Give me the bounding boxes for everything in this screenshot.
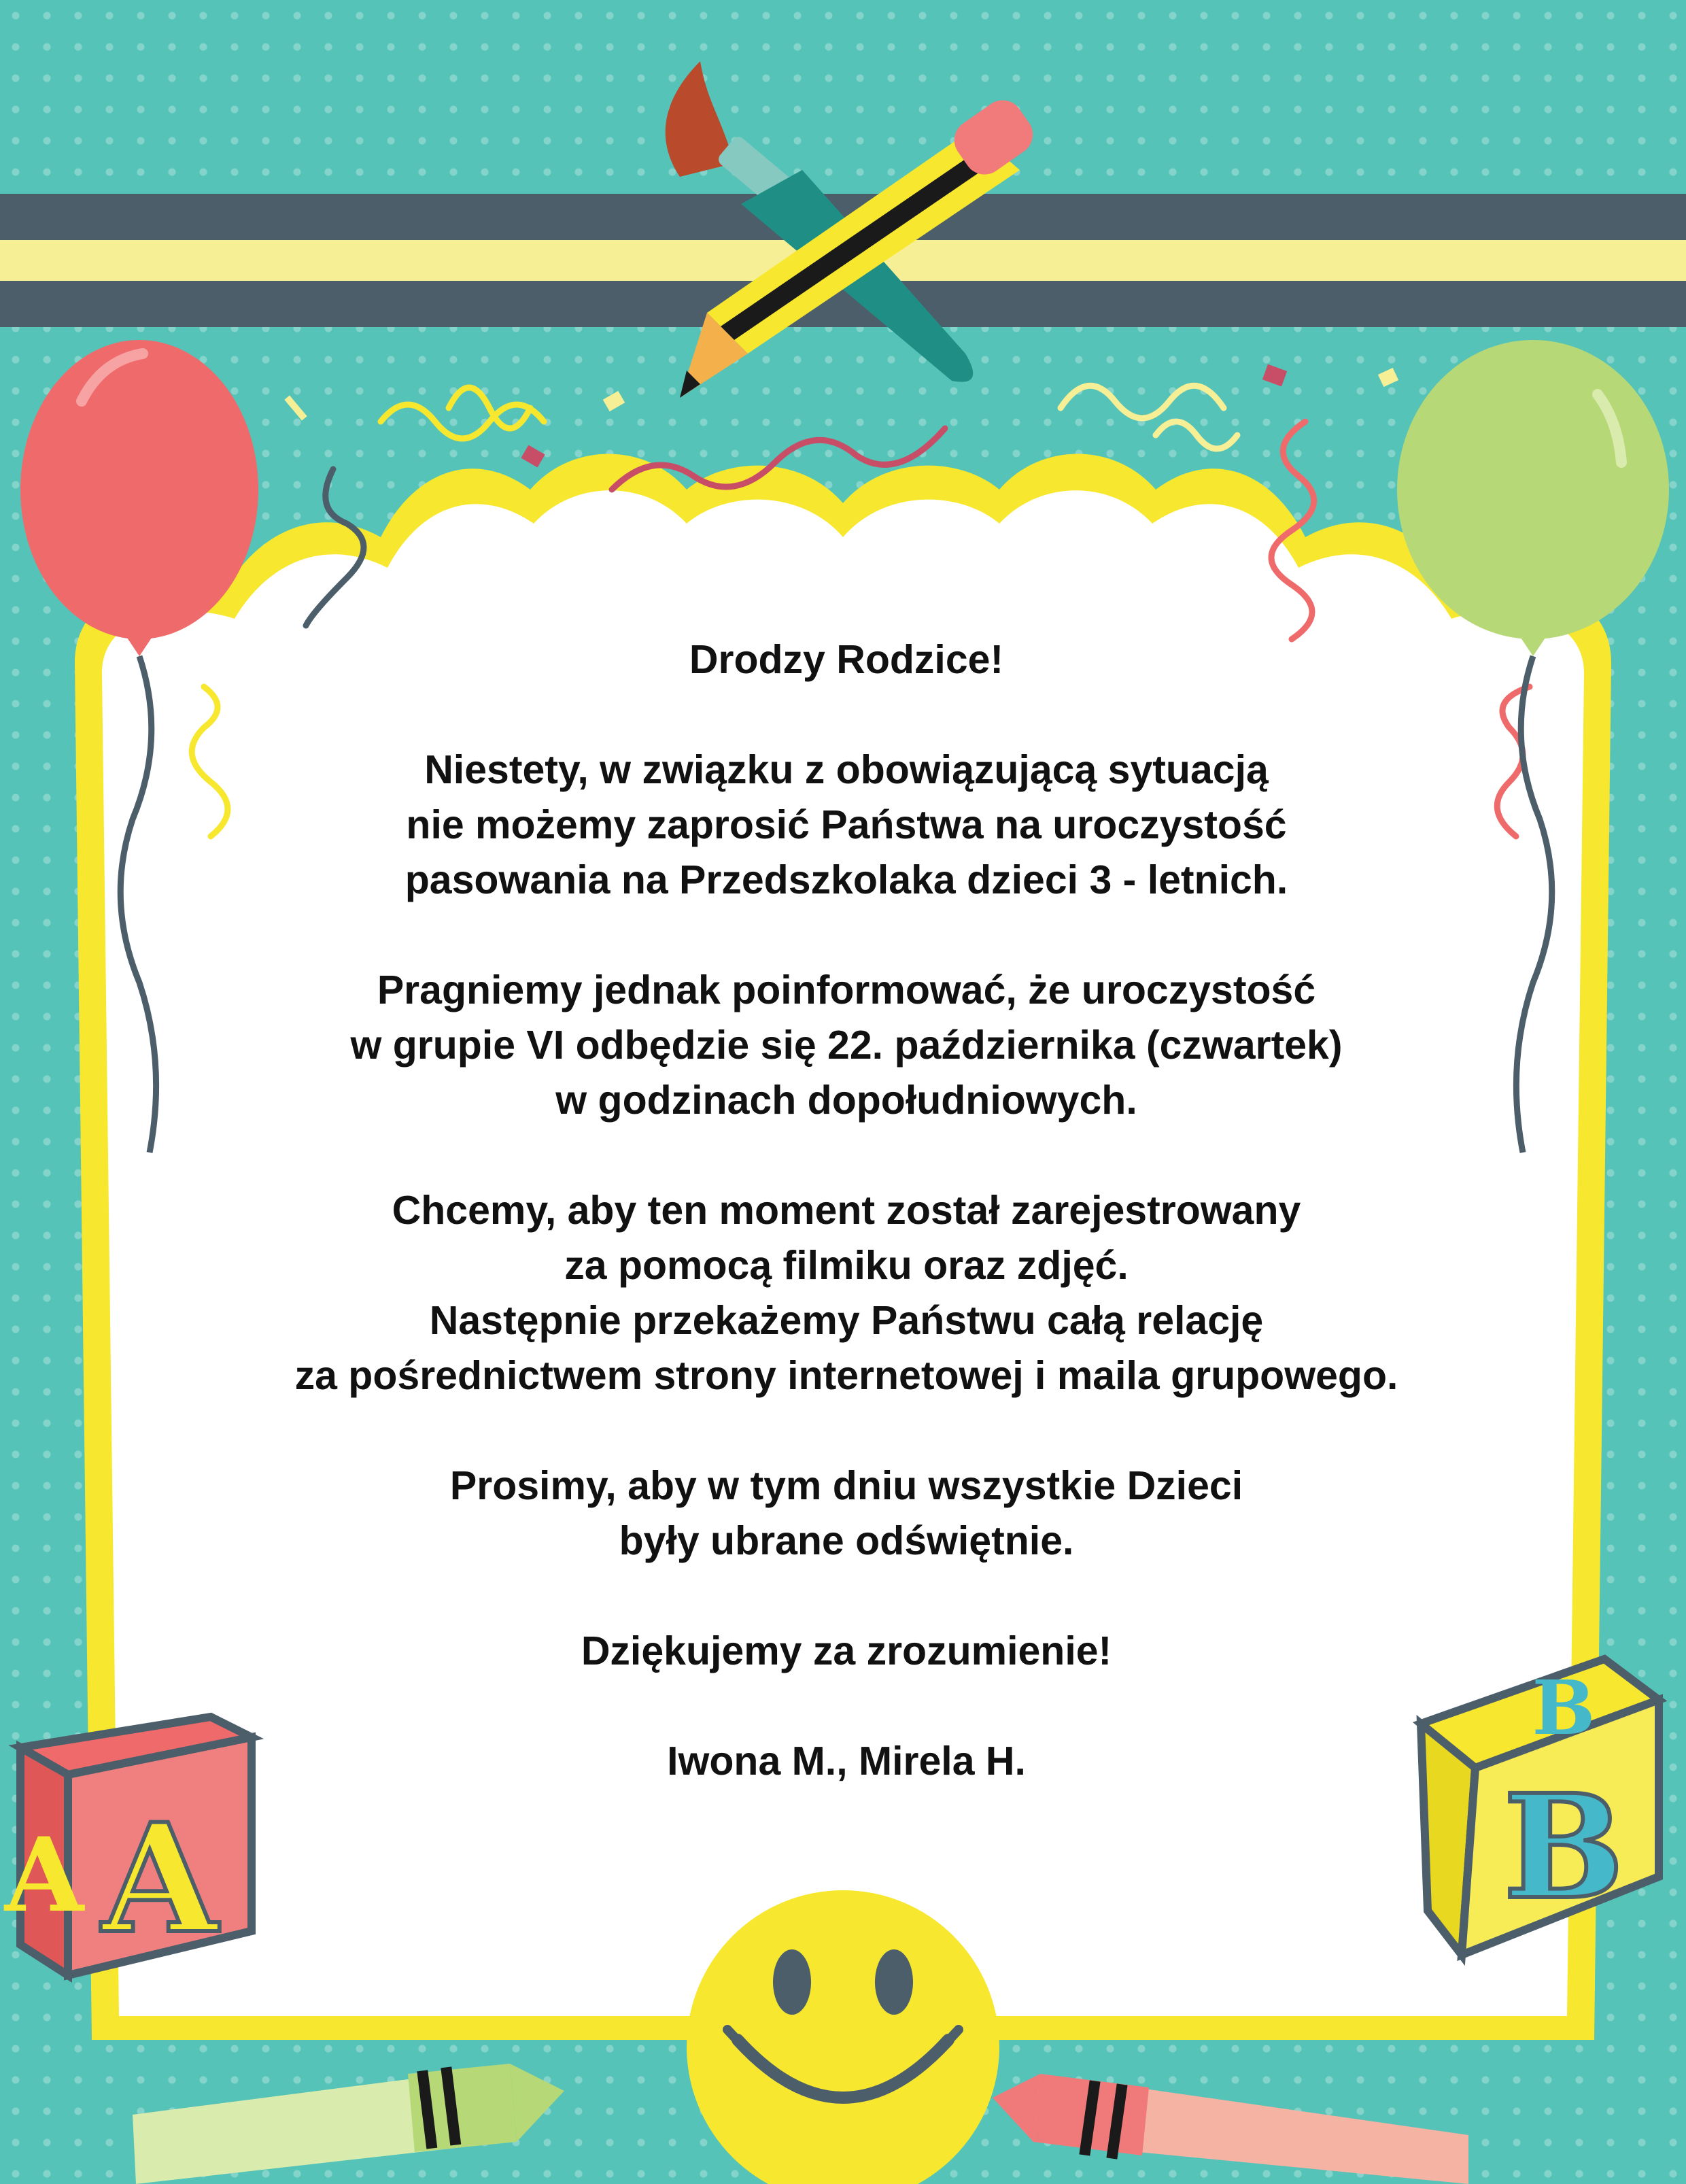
signature: Iwona M., Mirela H. bbox=[667, 1739, 1026, 1784]
paragraph-2-line-3: w godzinach dopołudniowych. bbox=[555, 1078, 1137, 1123]
paragraph-3-line-1: Chcemy, aby ten moment został zarejestrowany bbox=[392, 1188, 1301, 1233]
block-letter-b-top: B bbox=[1532, 1664, 1596, 1752]
paragraph-1-line-3: pasowania na Przedszkolaka dzieci 3 - letnich. bbox=[405, 857, 1288, 902]
crayon-icon bbox=[133, 2064, 564, 2184]
letter-paper bbox=[88, 476, 1604, 2019]
crayon-icon bbox=[993, 2074, 1468, 2184]
paragraph-1 bbox=[88, 743, 1604, 908]
letter-body bbox=[88, 476, 1604, 1844]
block-letter-a-side: A bbox=[4, 1815, 84, 1935]
paragraph-2-line-1: Pragniemy jednak poinformować, że uroczystość bbox=[377, 968, 1316, 1012]
block-letter-b: B bbox=[1503, 1763, 1624, 1931]
paragraph-3 bbox=[88, 1183, 1604, 1403]
block-letter-a: A bbox=[101, 1790, 218, 1966]
paragraph-1-line-2: nie możemy zaprosić Państwa na uroczystość bbox=[406, 802, 1287, 847]
greeting: Drodzy Rodzice! bbox=[689, 637, 1004, 682]
paragraph-2 bbox=[88, 963, 1604, 1128]
paragraph-3-line-4: za pośrednictwem strony internetowej i maila grupowego. bbox=[294, 1353, 1398, 1398]
paragraph-3-line-3: Następnie przekażemy Państwu całą relację bbox=[429, 1298, 1264, 1343]
pencil-icon bbox=[680, 92, 1041, 398]
paragraph-4 bbox=[88, 1458, 1604, 1569]
thanks: Dziękujemy za zrozumienie! bbox=[581, 1628, 1112, 1673]
paragraph-3-line-2: za pomocą filmiku oraz zdjęć. bbox=[564, 1243, 1129, 1288]
paragraph-4-line-1: Prosimy, aby w tym dniu wszystkie Dzieci bbox=[449, 1463, 1243, 1508]
paragraph-2-line-2: w grupie VI odbędzie się 22. października (czwartek) bbox=[350, 1023, 1343, 1068]
confetti-pieces bbox=[284, 364, 1398, 468]
paragraph-1-line-1: Niestety, w związku z obowiązującą sytuacją bbox=[424, 747, 1269, 792]
paragraph-4-line-2: były ubrane odświętnie. bbox=[619, 1518, 1074, 1563]
